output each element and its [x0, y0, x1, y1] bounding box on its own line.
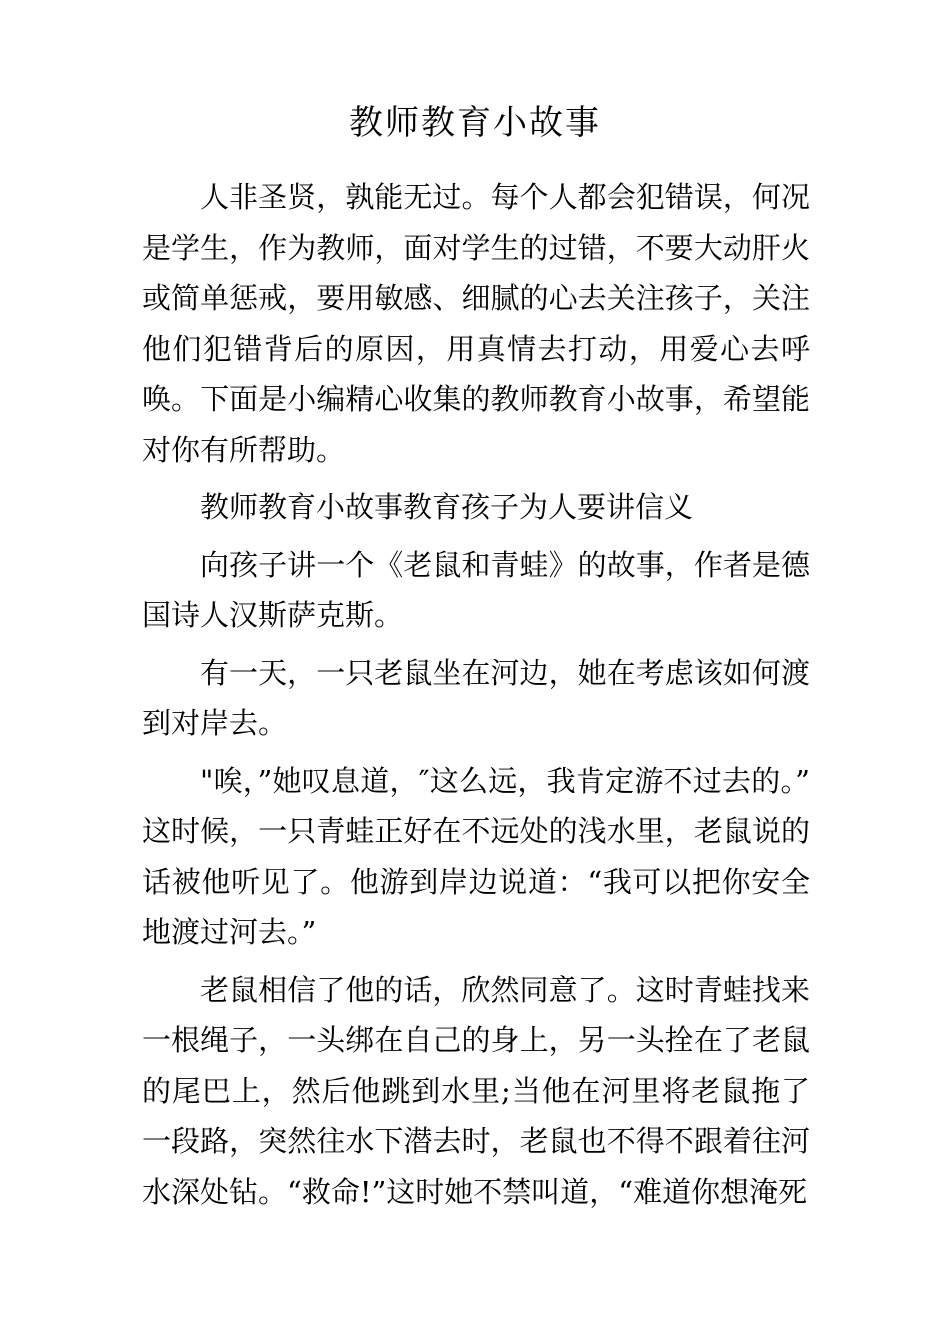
paragraph-intro: 人非圣贤，孰能无过。每个人都会犯错误，何况是学生，作为教师，面对学生的过错，不要大动肝火或简单惩戒，要用敏感、细腻的心去关注孩子，关注他们犯错背后的原因，用真情去打动，用爱心去呼唤。下面是小编精心收集的教师教育小故事，希望能对你有所帮助。	[142, 180, 810, 467]
paragraph: 有一天，一只老鼠坐在河边，她在考虑该如何渡到对岸去。	[142, 655, 810, 740]
paragraph: 老鼠相信了他的话，欣然同意了。这时青蛙找来一根绳子，一头绑在自己的身上，另一头拴在了老鼠的尾巴上，然后他跳到水里;当他在河里将老鼠拖了一段路，突然往水下潜去时，老鼠也不得不跟着往河水深处钻。“救命!”这时她不禁叫道，“难道你想淹死	[142, 972, 810, 1209]
paragraph: "唉，”她叹息道，″这么远，我肯定游不过去的。” 这时候，一只青蛙正好在不远处的浅水里，老鼠说的话被他听见了。他游到岸边说道：“我可以把你安全地渡过河去。”	[142, 763, 810, 949]
paragraph: 向孩子讲一个《老鼠和青蛙》的故事，作者是德国诗人汉斯萨克斯。	[142, 547, 810, 632]
document-title: 教师教育小故事	[349, 103, 601, 143]
document-body	[142, 172, 810, 1217]
paragraph-subtitle: 教师教育小故事教育孩子为人要讲信义	[200, 490, 694, 524]
